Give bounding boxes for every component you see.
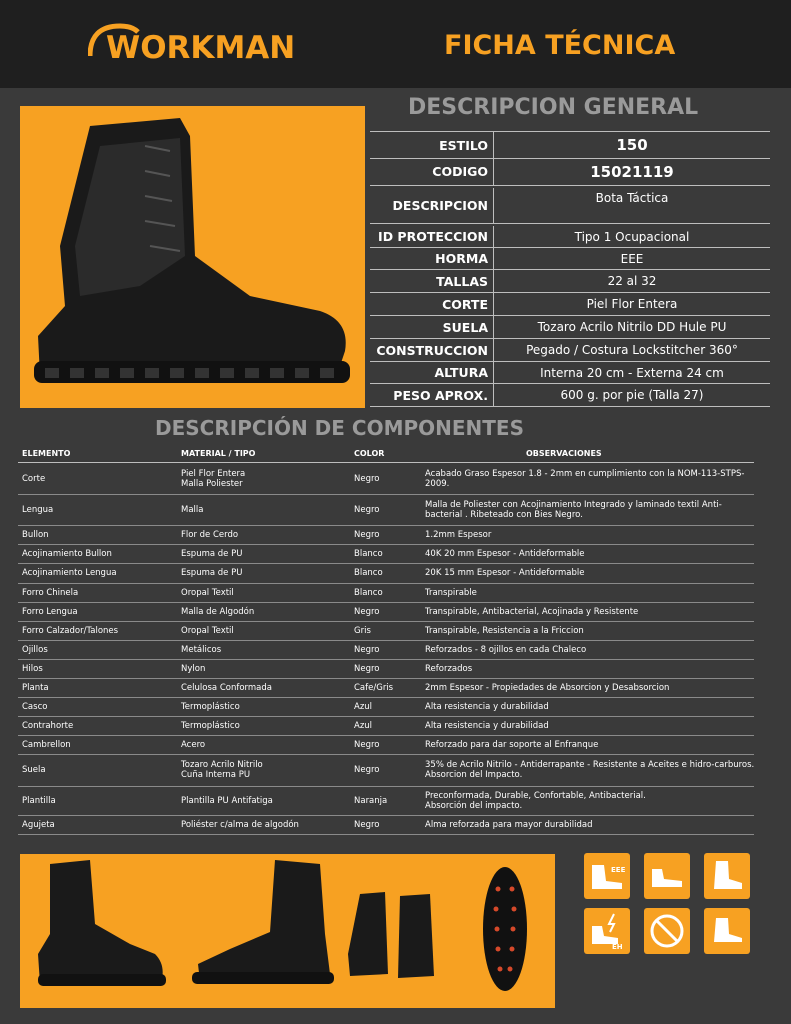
table-row	[18, 602, 754, 622]
spec-value: Interna 20 cm - Externa 24 cm	[540, 365, 724, 380]
color-cell: Negro	[354, 663, 380, 674]
observaciones-cell: Transpirable, Antibacterial, Acojinada y Resistente	[425, 606, 639, 617]
color-cell: Naranja	[354, 795, 388, 806]
col-header-observaciones: OBSERVACIONES	[526, 449, 602, 458]
page-title: FICHA TÉCNICA	[444, 30, 676, 61]
product-gallery-strip	[20, 854, 555, 1008]
spec-row	[370, 339, 770, 362]
table-row	[18, 678, 754, 698]
elemento-cell: Corte	[22, 473, 46, 484]
table-row	[18, 583, 754, 603]
spec-row	[370, 131, 770, 159]
lightweight-shoe-icon	[644, 853, 690, 899]
spec-row	[370, 188, 770, 224]
elemento-cell: Acojinamiento Lengua	[22, 568, 117, 578]
spec-row	[370, 384, 770, 407]
table-row	[18, 716, 754, 736]
material-cell: Plantilla PU Antifatiga	[181, 795, 273, 806]
spec-label: PESO APROX.	[393, 387, 488, 403]
spec-label: ID PROTECCION	[378, 229, 488, 244]
color-cell: Blanco	[354, 548, 383, 559]
observaciones-cell: Reforzado para dar soporte al Enfranque	[425, 739, 599, 750]
material-cell: Piel Flor Entera Malla Poliester	[181, 468, 246, 489]
material-cell: Malla	[181, 504, 204, 515]
table-row	[18, 640, 754, 660]
material-cell: Espuma de PU	[181, 548, 243, 559]
observaciones-cell: Alma reforzada para mayor durabilidad	[425, 819, 593, 830]
spec-value: Piel Flor Entera	[586, 297, 678, 311]
color-cell: Cafe/Gris	[354, 682, 394, 693]
elemento-cell: Lengua	[22, 504, 54, 515]
spec-label: ESTILO	[439, 137, 488, 153]
spec-label: CORTE	[442, 296, 488, 312]
color-cell: Negro	[354, 529, 380, 540]
observaciones-cell: Preconformada, Durable, Confortable, Antibacterial. Absorción del impacto.	[425, 790, 646, 811]
table-row	[18, 815, 754, 835]
table-row	[18, 786, 754, 816]
elemento-cell: Suela	[22, 765, 46, 775]
boot-icon	[704, 853, 750, 899]
observaciones-cell: Reforzados	[425, 663, 473, 674]
spec-label: SUELA	[442, 319, 488, 335]
material-cell: Flor de Cerdo	[181, 529, 239, 540]
spec-row	[370, 293, 770, 316]
general-description-title: DESCRIPCION GENERAL	[408, 95, 699, 120]
material-cell: Acero	[181, 739, 206, 750]
spec-label: CONSTRUCCION	[376, 342, 488, 358]
observaciones-cell: 35% de Acrilo Nitrilo - Antiderrapante - Resistente a Aceites e hidro-carburos. Absorcion del Impacto.	[425, 760, 755, 780]
observaciones-cell: Alta resistencia y durabilidad	[425, 720, 549, 731]
observaciones-cell: Alta resistencia y durabilidad	[425, 701, 549, 712]
elemento-cell: Hilos	[22, 663, 43, 674]
col-header-material: MATERIAL / TIPO	[181, 449, 256, 458]
observaciones-cell: Transpirable	[425, 587, 477, 598]
color-cell: Blanco	[354, 568, 383, 578]
material-cell: Malla de Algodón	[181, 606, 255, 617]
observaciones-cell: Transpirable, Resistencia a la Friccion	[425, 625, 584, 636]
elemento-cell: Agujeta	[22, 819, 55, 830]
spec-label: ALTURA	[434, 365, 488, 380]
elemento-cell: Acojinamiento Bullon	[22, 548, 112, 559]
elemento-cell: Forro Calzador/Talones	[22, 625, 119, 636]
col-header-color: COLOR	[354, 449, 385, 458]
spec-label: DESCRIPCION	[392, 198, 488, 213]
observaciones-cell: 40K 20 mm Espesor - Antideformable	[425, 548, 585, 559]
electrical-hazard-icon	[584, 908, 630, 954]
brand-logo-text: WORKMAN	[106, 30, 296, 66]
color-cell: Azul	[354, 720, 373, 731]
spec-value: 150	[616, 136, 648, 154]
header-bar	[0, 0, 791, 88]
spec-row	[370, 316, 770, 339]
material-cell: Celulosa Conformada	[181, 682, 272, 693]
color-cell: Negro	[354, 644, 380, 655]
ankle-boot-icon	[704, 908, 750, 954]
table-row	[18, 697, 754, 717]
elemento-cell: Plantilla	[22, 795, 56, 806]
table-row	[18, 735, 754, 755]
spec-value: EEE	[620, 251, 644, 266]
spec-value: Tozaro Acrilo Nitrilo DD Hule PU	[537, 320, 727, 334]
spec-value: Tipo 1 Ocupacional	[574, 229, 690, 244]
material-cell: Termoplástico	[181, 701, 240, 712]
material-cell: Termoplástico	[181, 720, 240, 731]
table-row	[18, 754, 754, 787]
eh-label: EH	[612, 943, 623, 951]
spec-row	[370, 362, 770, 384]
observaciones-cell: 20K 15 mm Espesor - Antideformable	[425, 568, 585, 578]
col-header-elemento: ELEMENTO	[22, 449, 71, 458]
boot-product-image	[20, 106, 365, 408]
material-cell: Metálicos	[181, 644, 222, 655]
table-row	[18, 563, 754, 584]
table-row	[18, 525, 754, 545]
material-cell: Nylon	[181, 663, 206, 674]
spec-row	[370, 226, 770, 248]
color-cell: Azul	[354, 701, 373, 712]
spec-row	[370, 158, 770, 186]
spec-value: 22 al 32	[607, 274, 657, 288]
no-metal-toe-icon	[644, 908, 690, 954]
eee-label: EEE	[611, 866, 626, 874]
table-row	[18, 463, 754, 495]
spec-value: Pegado / Costura Lockstitcher 360°	[526, 343, 738, 357]
elemento-cell: Casco	[22, 701, 48, 712]
color-cell: Negro	[354, 739, 380, 750]
elemento-cell: Ojillos	[22, 644, 48, 655]
boot-gallery-illustration	[20, 854, 555, 1008]
elemento-cell: Planta	[22, 682, 49, 693]
observaciones-cell: 2mm Espesor - Propiedades de Absorcion y Desabsorcion	[425, 682, 670, 693]
material-cell: Espuma de PU	[181, 568, 243, 578]
spec-value: Bota Táctica	[595, 191, 669, 205]
color-cell: Negro	[354, 473, 380, 484]
spec-label: CODIGO	[432, 164, 488, 179]
spec-label: HORMA	[435, 251, 488, 266]
elemento-cell: Bullon	[22, 529, 49, 540]
elemento-cell: Cambrellon	[22, 739, 71, 750]
material-cell: Oropal Textil	[181, 587, 234, 598]
material-cell: Oropal Textil	[181, 625, 234, 636]
table-row	[18, 544, 754, 564]
color-cell: Blanco	[354, 587, 383, 598]
color-cell: Gris	[354, 625, 371, 636]
color-cell: Negro	[354, 765, 380, 775]
material-cell: Poliéster c/alma de algodón	[181, 819, 299, 830]
color-cell: Negro	[354, 504, 380, 515]
table-row	[18, 659, 754, 679]
color-cell: Negro	[354, 606, 380, 617]
material-cell: Tozaro Acrilo Nitrilo Cuña Interna PU	[181, 760, 263, 780]
elemento-cell: Contrahorte	[22, 720, 74, 731]
spec-value: 600 g. por pie (Talla 27)	[560, 388, 704, 402]
observaciones-cell: Reforzados - 8 ojillos en cada Chaleco	[425, 644, 587, 655]
eee-width-icon	[584, 853, 630, 899]
spec-label: TALLAS	[436, 273, 488, 289]
components-title: DESCRIPCIÓN DE COMPONENTES	[155, 416, 524, 440]
tactical-boot-illustration	[20, 106, 365, 408]
spec-value: 15021119	[590, 162, 674, 181]
spec-row	[370, 270, 770, 293]
observaciones-cell: Acabado Graso Espesor 1.8 - 2mm en cumplimiento con la NOM-113-STPS-2009.	[425, 468, 745, 489]
observaciones-cell: 1.2mm Espesor	[425, 529, 492, 540]
observaciones-cell: Malla de Poliester con Acojinamiento Integrado y laminado textil Anti-bacterial . Ribeteado con Bies Negro.	[425, 499, 722, 520]
elemento-cell: Forro Lengua	[22, 606, 78, 617]
table-row	[18, 494, 754, 526]
table-row	[18, 621, 754, 641]
spec-row	[370, 248, 770, 270]
elemento-cell: Forro Chinela	[22, 587, 79, 598]
color-cell: Negro	[354, 819, 380, 830]
